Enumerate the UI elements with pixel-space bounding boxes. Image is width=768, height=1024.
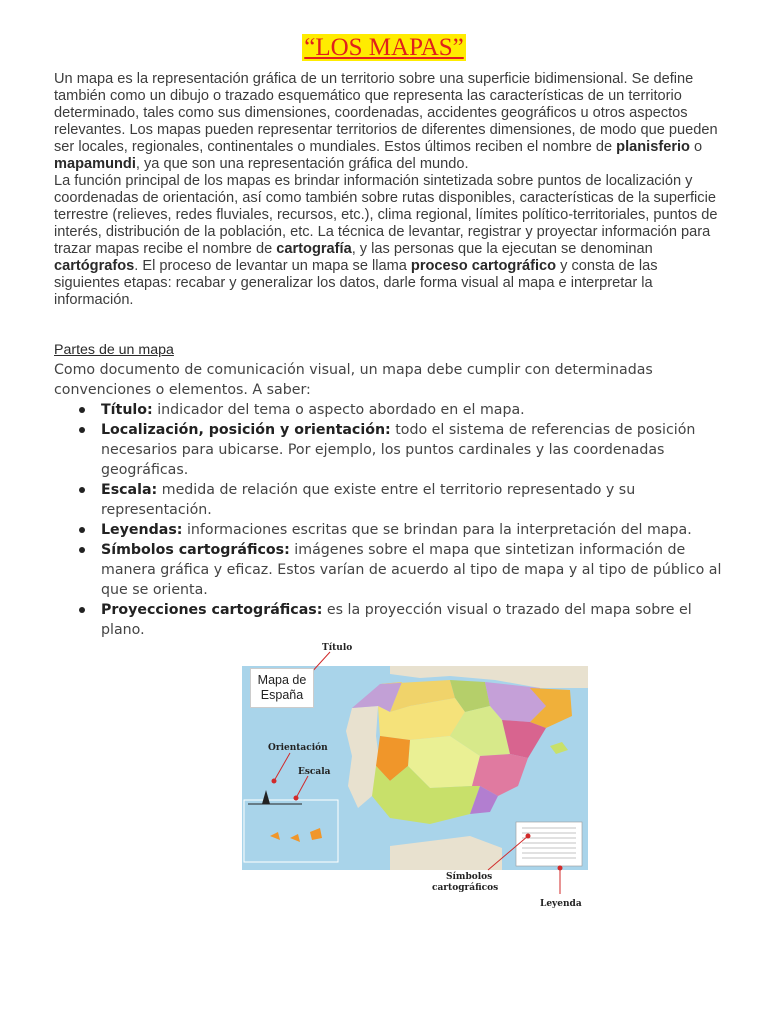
legend-box xyxy=(516,822,582,866)
text-run: , y las personas que la ejecutan se denominan xyxy=(351,241,653,257)
list-item-term: Proyecciones cartográficas: xyxy=(101,602,323,618)
list-item xyxy=(101,520,734,540)
text-run: . El proceso de levantar un mapa se llama xyxy=(134,258,411,274)
label-orientacion: Orientación xyxy=(268,743,328,753)
list-item xyxy=(101,420,734,480)
map-parts-section xyxy=(54,340,734,640)
list-item-term: Símbolos cartográficos: xyxy=(101,542,290,558)
intro-paragraph-2 xyxy=(54,173,724,309)
list-item-desc: es la proyección visual o trazado del mapa sobre el plano. xyxy=(101,602,692,638)
list-item-term: Título: xyxy=(101,402,153,418)
list-item-desc: todo el sistema de referencias de posición necesarios para ubicarse. Por ejemplo, los puntos cardinales y las coordenadas geográficas. xyxy=(101,422,696,478)
text-run: , ya que son una representación gráfica del mundo. xyxy=(135,156,469,172)
page-title xyxy=(0,34,768,62)
escala-pointer-dot xyxy=(294,796,299,801)
simbolos-pointer-dot xyxy=(526,834,531,839)
label-escala: Escala xyxy=(298,767,331,777)
list-item xyxy=(101,600,734,640)
label-titulo: Título xyxy=(322,643,353,653)
list-item-desc: informaciones escritas que se brindan para la interpretación del mapa. xyxy=(182,522,692,538)
list-item xyxy=(101,540,734,600)
label-leyenda: Leyenda xyxy=(540,899,582,909)
list-item-term: Leyendas: xyxy=(101,522,183,538)
text-run: Un mapa es la representación gráfica de un territorio sobre una superficie bidimensional. Se define también como un dibujo o trazado esquemático que representa las características de un territorio determinado, tales como sus dimensiones, coordenadas, accidentes geográficos u otros aspectos relevantes. Los mapas pueden representar territorios de diferentes dimensiones, de modo que pueden ser locales, regionales, continentales o mundiales. Estos últimos reciben el nombre de xyxy=(54,71,718,155)
list-item xyxy=(101,400,734,420)
bold-term: cartógrafos xyxy=(54,258,135,274)
map-parts-list xyxy=(54,400,734,640)
bold-term: mapamundi xyxy=(54,156,136,172)
text-run: La función principal de los mapas es brindar información sintetizada sobre puntos de localización y coordenadas de orientación, así como también sobre rutas disponibles, características de la superficie terrestre (relieves, redes fluviales, recursos, etc.), clima regional, límites político-territoriales, puntos de interés, distribución de la población, etc. La técnica de levantar, registrar y proyectar información para trazar mapas recibe el nombre de xyxy=(54,173,718,257)
section-lead: Como documento de comunicación visual, un mapa debe cumplir con determinadas convenciones o elementos. A saber: xyxy=(54,362,653,398)
map-title-box xyxy=(250,668,314,708)
map-title-line-1: Mapa de xyxy=(257,673,307,687)
label-simbolos-2: cartográficos xyxy=(432,883,499,893)
bold-term: cartografía xyxy=(276,241,352,257)
label-simbolos-1: Símbolos xyxy=(446,872,493,882)
orientacion-pointer-dot xyxy=(272,779,277,784)
page-title-text: “LOS MAPAS” xyxy=(304,34,464,61)
text-run: y consta de las siguientes etapas: recabar y generalizar los datos, darle forma visual al mapa e interpretar la información. xyxy=(54,258,658,308)
list-item-desc: medida de relación que existe entre el territorio representado y su representación. xyxy=(101,482,636,518)
spain-map-figure xyxy=(240,636,590,921)
list-item-term: Localización, posición y orientación: xyxy=(101,422,391,438)
list-item xyxy=(101,480,734,520)
list-item-desc: indicador del tema o aspecto abordado en el mapa. xyxy=(152,402,525,418)
text-run: o xyxy=(689,139,703,155)
intro-text xyxy=(54,71,724,309)
intro-paragraph-1 xyxy=(54,71,724,173)
list-item-desc: imágenes sobre el mapa que sintetizan información de manera gráfica y eficaz. Estos varían de acuerdo al tipo de mapa y al tipo de público al que se orienta. xyxy=(101,542,722,598)
bold-term: proceso cartográfico xyxy=(410,258,557,274)
map-title-line-2: España xyxy=(260,688,304,702)
canarias-inset xyxy=(244,800,338,862)
leyenda-pointer-dot xyxy=(558,866,563,871)
section-heading: Partes de un mapa xyxy=(54,342,174,358)
list-item-term: Escala: xyxy=(101,482,158,498)
bold-term: planisferio xyxy=(616,139,690,155)
